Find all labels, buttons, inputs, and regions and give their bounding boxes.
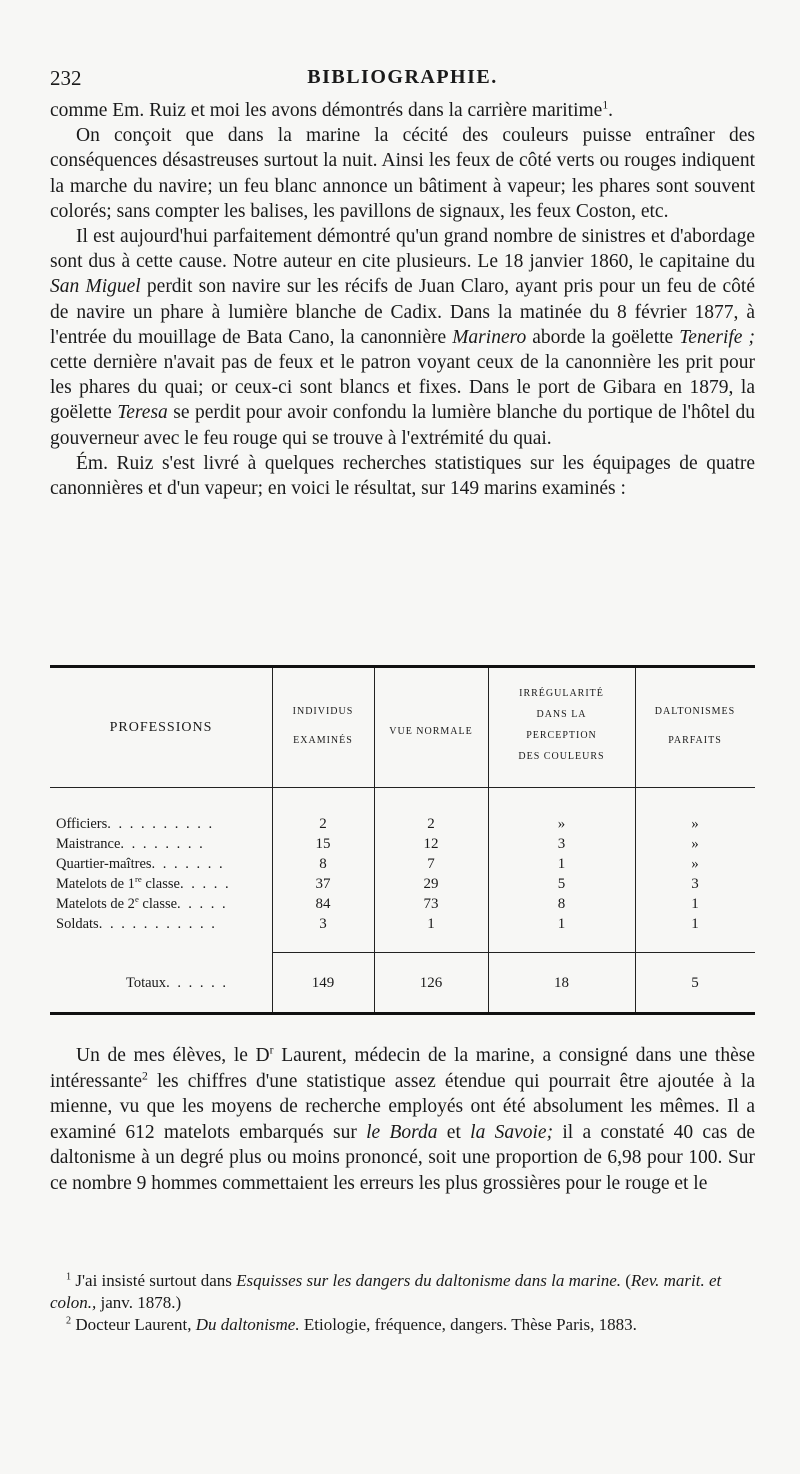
cell-examined: 2	[319, 816, 327, 832]
cell-normal: 2	[427, 816, 435, 832]
cell-examined: 3	[319, 916, 327, 932]
cell-normal: 1	[427, 916, 435, 932]
page-number: 232	[50, 66, 82, 90]
cell-irregular: »	[557, 816, 566, 832]
ship-name: Teresa	[117, 402, 168, 424]
table-row-label: Officiers. . . . . . . . . .	[56, 816, 215, 832]
cell-examined: 84	[315, 896, 331, 912]
header-daltonismes: DALTONISMES PARFAITS	[654, 706, 736, 746]
paragraph-laurent: Un de mes élèves, le $D^r$ Laurent, médecin de la marine, a consigné dans une thèse intéressante$^2$ les chiffres d'une statistique assez étendue qui pourrait être ajoutée à la mienne, vu que les moyens de recherche employés ont été absolument les mêmes. Il a examiné 612 matelots embarqués sur le Borda et la Savoie; il a constaté 40 cas de daltonisme à un degré plus ou moins prononcé, soit une proportion de 6,98 pour 100. Sur ce nombre 9 hommes commettaient les erreurs les plus grossières pour le rouge et le	[50, 1043, 756, 1194]
cell-daltonism: 1	[691, 896, 699, 912]
cell-daltonism: 1	[691, 916, 699, 932]
cell-irregular: 8	[557, 896, 566, 912]
ship-name: San Miguel	[50, 276, 141, 298]
table-bottom-rule	[50, 1012, 755, 1015]
page-header	[50, 62, 755, 98]
total-normal: 126	[419, 975, 443, 991]
footnote-1: $^1$ J'ai insisté surtout dans Esquisses sur les dangers du daltonisme dans la marine. (Rev. marit. et colon., janv. 1878.)	[50, 1271, 722, 1312]
ship-name: Tenerife ;	[679, 326, 755, 348]
footnote-ref-1: 1	[602, 98, 609, 112]
cell-examined: 8	[319, 856, 327, 872]
cell-daltonism: »	[691, 856, 699, 872]
cell-normal: 29	[423, 876, 439, 892]
header-irregularite: IRRÉGULARITÉ DANS LA PERCEPTION DES COULEURS	[518, 688, 605, 762]
footnote-ref-2: 2	[142, 1069, 148, 1083]
paragraph-incidents: Il est aujourd'hui parfaitement démontré qu'un grand nombre de sinistres et d'abordage sont dus à cette cause. Notre auteur en cite plusieurs. Le 18 janvier 1860, le capitaine du San Miguel perdit son navire sur les récifs de Juan Claro, ayant pris pour un feu de côté de navire un phare à lumière blanche de Cadix. Dans la matinée du 8 février 1877, à l'entrée du mouillage de Bata Cano, la canonnière Marinero aborde la goëlette Tenerife ; cette dernière n'avait pas de feux et le patron voyant ceux de la canonnière les prit pour les phares du quai; or ceux-ci sont blancs et fixes. Dans le port de Gibara en 1879, la goëlette Teresa se perdit pour avoir confondu la lumière blanche du portique de l'hôtel du gouverneur avec le feu rouge qui se trouve à l'extrémité du quai.	[50, 226, 755, 449]
statistics-table	[50, 665, 755, 1015]
running-title: BIBLIOGRAPHIE.	[307, 66, 498, 88]
table-row-label: Matelots de 2e classe. . . . .	[56, 894, 228, 912]
header-vue-normale: VUE NORMALE	[389, 726, 473, 737]
intro-text	[50, 98, 755, 501]
footnote-2: $^2$ Docteur Laurent, Du daltonisme. Etiologie, fréquence, dangers. Thèse Paris, 1883.	[66, 1315, 637, 1334]
ship-name: Marinero	[452, 326, 527, 348]
cell-irregular: 1	[557, 856, 566, 872]
paragraph-marine-danger: On conçoit que dans la marine la cécité des couleurs puisse entraîner des conséquences désastreuses surtout la nuit. Ainsi les feux de côté verts ou rouges indiquent la marche du navire; un feu blanc annonce un bâtiment à vapeur; les phares sont souvent colorés; sans compter les balises, les pavillons de signaux, les feux Coston, etc.	[50, 125, 755, 222]
total-irregular: 18	[554, 975, 569, 991]
table-row-label: Quartier-maîtres. . . . . . .	[56, 856, 225, 872]
header-individus: INDIVIDUS EXAMINÉS	[292, 706, 354, 746]
table-top-rule	[50, 665, 755, 668]
cell-daltonism: 3	[691, 876, 699, 892]
cell-examined: 37	[315, 876, 331, 892]
cell-daltonism: »	[691, 816, 699, 832]
cell-irregular: 3	[557, 836, 566, 852]
table-row-label: Maistrance. . . . . . . .	[56, 836, 205, 852]
cell-daltonism: »	[691, 836, 699, 852]
table-row-label: Matelots de 1re classe. . . . .	[56, 874, 231, 892]
ship-name: le Borda	[366, 1121, 438, 1143]
cell-normal: 73	[423, 896, 439, 912]
cell-irregular: 1	[557, 916, 566, 932]
cell-normal: 12	[423, 836, 439, 852]
total-daltonism: 5	[691, 975, 699, 991]
total-examined: 149	[311, 975, 335, 991]
conclusion-text	[50, 1043, 755, 1197]
cell-examined: 15	[315, 836, 331, 852]
ship-name: la Savoie;	[470, 1121, 554, 1143]
totals-rule	[272, 952, 755, 953]
table-row-label: Soldats. . . . . . . . . . .	[56, 916, 217, 932]
header-rule	[50, 787, 755, 788]
header-professions: PROFESSIONS	[109, 720, 213, 735]
cell-irregular: 5	[557, 876, 566, 892]
paragraph-continuation: comme Em. Ruiz et moi les avons démontrés dans la carrière maritime$^1$.	[50, 98, 614, 121]
cell-normal: 7	[427, 856, 435, 872]
totals-label: Totaux. . . . . .	[126, 975, 228, 991]
footnotes	[50, 1270, 755, 1336]
paragraph-statistics-intro: Ém. Ruiz s'est livré à quelques recherches statistiques sur les équipages de quatre canonnières et d'un vapeur; en voici le résultat, sur 149 marins examinés :	[50, 452, 755, 500]
